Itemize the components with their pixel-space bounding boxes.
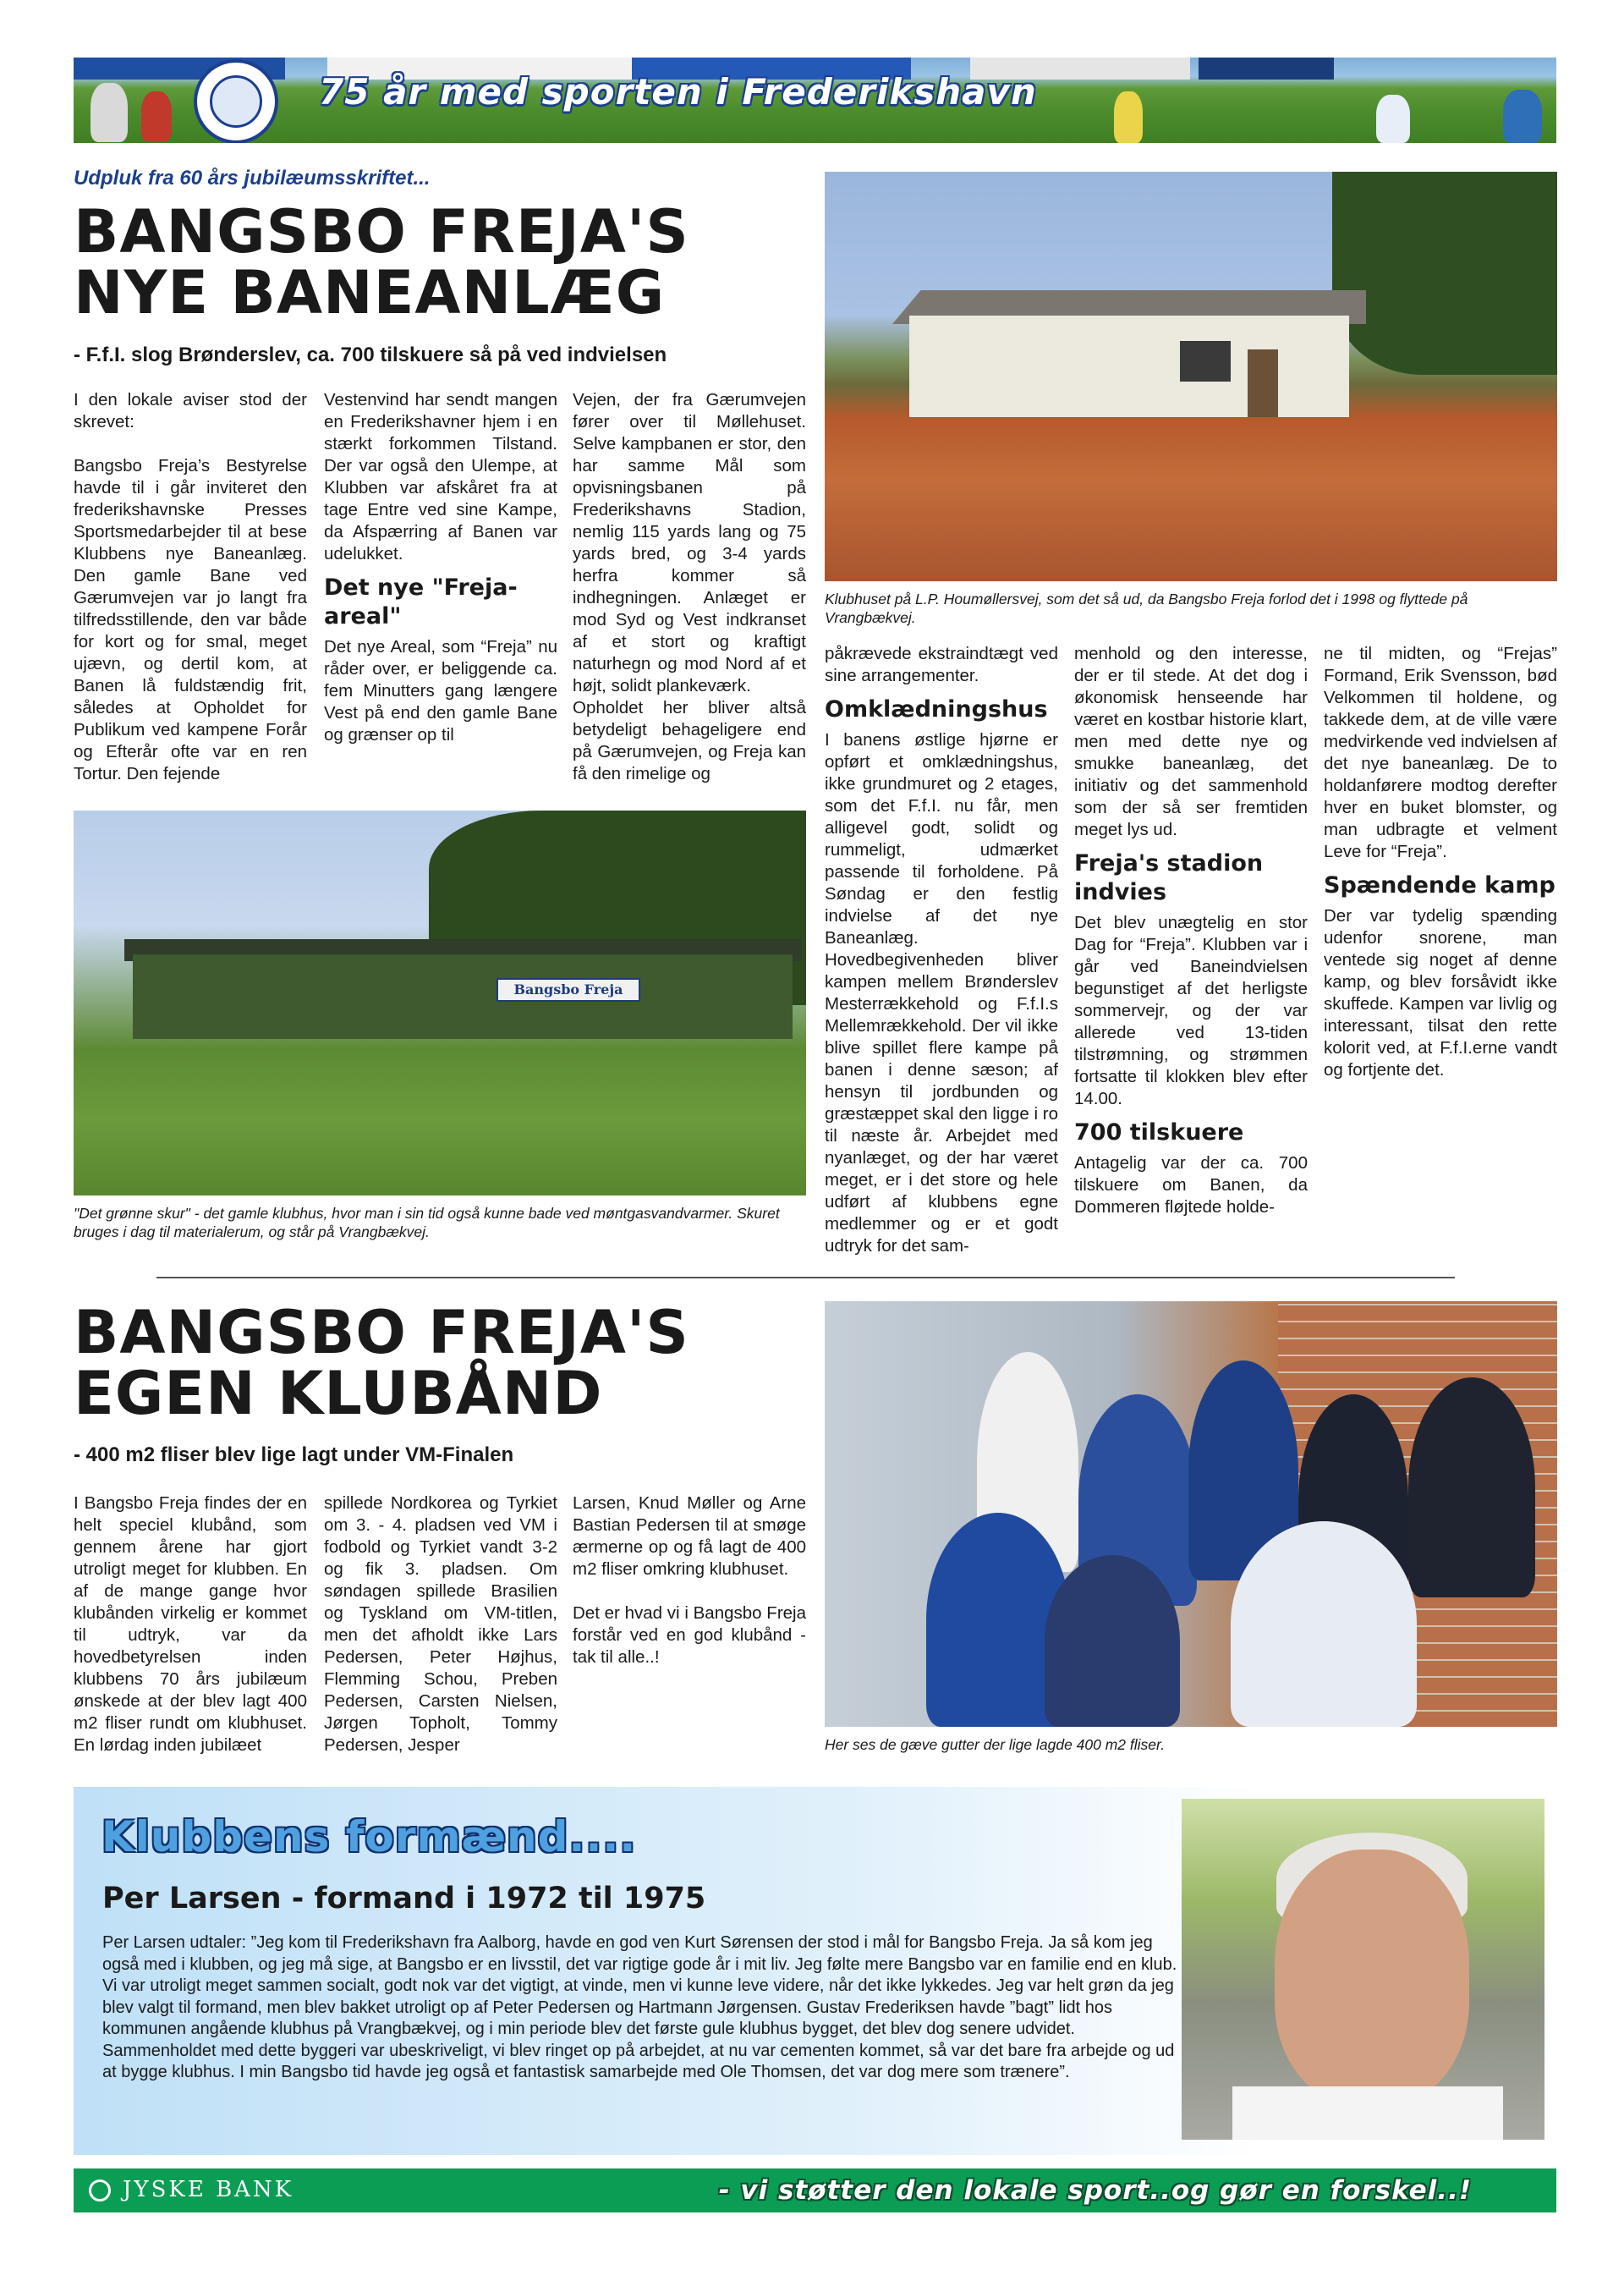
paragraph: Larsen, Knud Møller og Arne Bastian Pedersen til at smøge ærmerne op og få lagt de 400 m2 fliser omkring klubhuset. — [573, 1493, 806, 1579]
photo-person — [1408, 1377, 1535, 1597]
paragraph: spillede Nordkorea og Tyrkiet om 3. - 4. pladsen ved VM i fodbold og Tyrkiet vandt 3-2 og fik 3. pladsen. Om søndagen spillede Brasilien og Tyskland om VM-titlen, men det afholdt ikke Lars Pedersen, Peter Højhus, Flemming Schou, Preben Pedersen, Carsten Nielsen, Jørgen Topholt, Tommy Pedersen, Jesper — [324, 1493, 557, 1755]
article-column — [1074, 643, 1308, 1218]
article-column — [573, 389, 806, 785]
headline-line: EGEN KLUBÅND — [74, 1359, 603, 1428]
headline-line: BANGSBO FREJA'S — [74, 197, 689, 267]
photo-person — [1045, 1555, 1180, 1727]
banner-player-figure — [1114, 91, 1143, 143]
paragraph: Antagelig var der ca. 700 tilskuere om Banen, da Dommeren fløjtede holde- — [1074, 1153, 1308, 1217]
section-divider — [156, 1277, 1455, 1278]
banner-player-figure — [1376, 95, 1410, 143]
banner-player-figure — [91, 83, 128, 142]
paragraph: påkrævede ekstraindtægt ved sine arrangementer. — [825, 644, 1058, 685]
club-crest-icon — [194, 59, 278, 143]
paragraph: Vestenvind har sendt mangen en Frederikshavner hjem i en stærkt forkommen Tilstand. Der var også den Ulempe, at Klubben var afskåret fra at tage Entre ved sine Kampe, da Afspærring af Banen var udelukket. — [324, 390, 557, 563]
photo-face — [1275, 1850, 1469, 2103]
header-banner — [74, 58, 1556, 143]
footer-slogan: - vi støtter den lokale sport..og gør en forskel..! — [718, 2175, 1472, 2206]
article-column — [573, 1492, 806, 1668]
paragraph: Bangsbo Freja’s Bestyrelse havde til i går inviteret den frederikshavnske Presses Sportsmedarbejder til at bese Klubbens nye Baneanlæg. Den gamle Bane ved Gærumvejen var jo langt fra tilfredsstillende, den var både for kort og for smal, meget ujævn, og dertil kom, at Banen lå fuldstændig frit, således at Opholdet for Publikum ved kampene Forår og Efterår ofte var en ren Tortur. Den fejende — [74, 456, 307, 783]
section-heading: Freja's stadion indvies — [1074, 850, 1264, 905]
paragraph: Opholdet her bliver altså betydeligt behageligere end på Gærumvejen, og Freja kan få den rimelige og — [573, 698, 806, 783]
formand-name: Per Larsen - formand i 1972 til 1975 — [102, 1882, 706, 1915]
formand-quote: Per Larsen udtaler: ”Jeg kom til Frederikshavn fra Aalborg, havde en god ven Kurt Sørensen der stod i mål for Bangsbo Freja. Ja så kom jeg også med i klubben, og jeg må sige, at Bangsbo er en livsstil, det var rigtige gode år i mit liv. Jeg følte mere Bangsbo var en familie end en klub. Vi var utroligt meget sammen socialt, godt nok var det vigtigt, at vinde, men vi kunne leve videre, når det ikke lykkedes. Jeg var helt grøn da jeg blev valgt til formand, men blev bakket utroligt op af Peter Pedersen og Hartmann Jørgensen. Gustav Frederiksen havde ”bagt” lidt hos kommunen angående klubhus på Vrangbækvej, og i min periode blev det første gule klubhus bygget, det blev dog senere udvidet. Sammenholdet med dette byggeri var ubeskriveligt, vi blev ringet op på arbejdet, at nu var cementen kommet, så var det bare fra arbejde og ud at bygge klubhus. I min Bangsbo tid havde jeg også et fantastisk samarbejde med Ole Thomsen, det var dog mere som trænere”. — [102, 1933, 1177, 2081]
photo-window — [1180, 341, 1231, 382]
formand-box-title: Klubbens formænd.... — [102, 1812, 637, 1861]
photo-trees — [1332, 172, 1557, 375]
article-headline — [74, 1298, 689, 1428]
section-heading: Omklædningshus — [825, 696, 1048, 723]
banner-title: 75 år med sporten i Frederikshavn — [319, 71, 1037, 113]
photo-door — [1248, 349, 1278, 417]
article-subhead: - F.f.I. slog Brønderslev, ca. 700 tilskuere så på ved indvielsen — [74, 344, 667, 366]
bank-name: JYSKE BANK — [123, 2177, 294, 2202]
article-column — [74, 389, 307, 785]
article-column — [825, 643, 1058, 1257]
paragraph: menhold og den interesse, der er til stede. At det dog i økonomisk henseende har været en kostbar historie klart, men med dette nye og smukke baneanlæg, det initiativ og det sammenhold som der så ser fremtiden meget lys ud. — [1074, 644, 1308, 839]
paragraph: I banens østlige hjørne er opført et omklædningshus, ikke grundmuret og 2 etages, som det F.f.I. nu får, men alligevel godt, solidt og rummeligt, udmærket passende til forholdene. På Søndag er den festlig indvielse af det nye Baneanlæg. Hovedbegivenheden bliver kampen mellem Brønderslev Mesterrækkehold og F.f.I.s Mellemrækkehold. Der vil ikke blive spillet flere kampe på banen i denne sæson; af hensyn til jordbunden og græstæppet skal den ligge i ro til næste år. Arbejdet med nyanlæget, og der har været meget, er i det store og hele udført af klubbens egne medlemmer og er et godt udtryk for det sam- — [825, 730, 1058, 1256]
team-photo — [825, 1301, 1557, 1727]
paragraph: I Bangsbo Freja findes der en helt speciel klubånd, som gennem årene har gjort utroligt meget for klubben. En af de mange gange hvor klubånden virkelig er kommet til udtryk, var da hovedbetyrelsen inden klubbens 70 års jubilæum ønskede at der blev lagt 400 m2 fliser rundt om klubhuset. En lørdag inden jubilæet — [74, 1493, 307, 1755]
headline-line: NYE BANEANLÆG — [74, 258, 666, 327]
paragraph: Det blev unægtelig en stor Dag for “Freja”. Klubben var i går ved Baneindvielsen begunstiget af det herligste sommervejr, og der var allerede ved 13-tiden tilstrømning, og strømmen fortsatte til klokken blev efter 14.00. — [1074, 913, 1308, 1108]
portrait-photo — [1182, 1799, 1544, 2140]
article-column — [1324, 643, 1557, 1081]
banner-adboard — [1199, 58, 1334, 80]
headline-line: BANGSBO FREJA'S — [74, 1298, 689, 1367]
section-heading: Det nye "Freja-areal" — [324, 574, 518, 629]
banner-player-figure — [141, 91, 172, 142]
photo-shed — [133, 954, 793, 1039]
photo-caption: "Det grønne skur" - det gamle klubhus, hvor man i sin tid også kunne bade ved møntgasvandvarmer. Skuret bruges i dag til materialerum, og står på Vrangbækvej. — [74, 1205, 780, 1240]
clubhouse-photo — [825, 172, 1557, 581]
photo-shirt — [1232, 2086, 1503, 2140]
banner-player-figure — [1503, 90, 1542, 143]
article-subhead: - 400 m2 fliser blev lige lagt under VM-Finalen — [74, 1443, 514, 1466]
photo-caption: Klubhuset på L.P. Houmøllersvej, som det så ud, da Bangsbo Freja forlod det i 1998 og flyttede på Vrangbækvej. — [825, 591, 1468, 626]
photo-house — [909, 316, 1349, 417]
paragraph: Vejen, der fra Gærumvejen fører over til Møllehuset. Selve kampbanen er stor, den har samme Mål som opvisningsbanen på Frederikshavns Stadion, nemlig 115 yards lang og 75 yards bred, og 3-4 yards herfra kommer så indhegningen. Anlæget er mod Syd og Vest indkranset af et stort og kraftigt naturhegn og mod Nord af et højt, solidt plankeværk. — [573, 390, 806, 695]
section-heading: Spændende kamp — [1324, 872, 1555, 899]
article-column — [324, 389, 557, 746]
photo-caption: Her ses de gæve gutter der lige lagde 400 m2 fliser. — [825, 1736, 1166, 1753]
sponsor-footer — [74, 2168, 1556, 2212]
paragraph: Det er hvad vi i Bangsbo Freja forstår ved en god klubånd - tak til alle..! — [573, 1603, 806, 1667]
green-shed-photo — [74, 811, 806, 1195]
photo-sign: Bangsbo Freja — [497, 978, 640, 1002]
paragraph: Det nye Areal, som “Freja” nu råder over, er beliggende ca. fem Minutters gang længere Vest på end den gamle Bane og grænser op til — [324, 637, 557, 745]
section-heading: 700 tilskuere — [1074, 1119, 1244, 1146]
article-headline — [74, 197, 689, 327]
article-column — [324, 1492, 557, 1756]
paragraph: I den lokale aviser stod der skrevet: — [74, 390, 307, 431]
bank-logo-icon — [89, 2179, 111, 2201]
photo-person — [1231, 1521, 1417, 1727]
article-column — [74, 1492, 307, 1756]
paragraph: ne til midten, og “Frejas” Formand, Erik Svensson, bød Velkommen til holdene, og takkede dem, at de ville være medvirkende ved indvielsen af det nye baneanlæg. De to holdanførere modtog derefter hver en buket blomster, og man udbragte et velment Leve for “Freja”. — [1324, 644, 1557, 861]
paragraph: Der var tydelig spænding udenfor snorene, man ventede sig noget af denne kamp, og blev forsåvidt ikke skuffede. Kampen var livlig og interessant, tilsat den rette kolorit ved, at F.f.I.erne vandt og fortjente det. — [1324, 906, 1557, 1080]
article-kicker: Udpluk fra 60 års jubilæumsskriftet... — [74, 167, 431, 190]
